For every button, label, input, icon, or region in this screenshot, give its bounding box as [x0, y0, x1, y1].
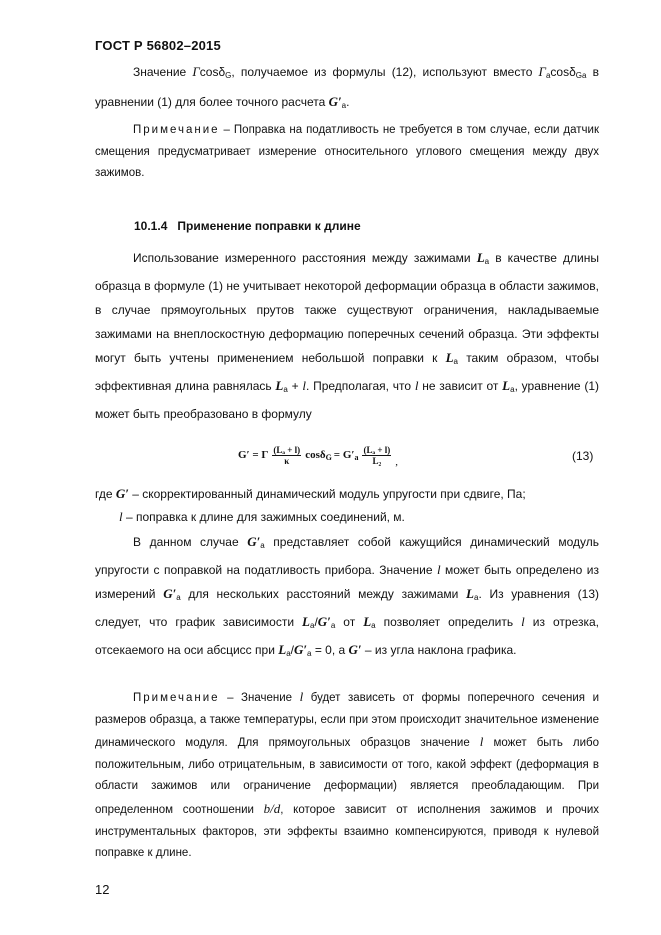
- fraction-2: $\frac{\text{(Lₐ + l)}}{\text{L₂}}$: [363, 444, 391, 466]
- definition-corrected-modulus: где G′ – скорректированный динамический модуль упругости при сдвиге, Па;: [95, 486, 526, 501]
- section-heading: [134, 219, 361, 233]
- section-title: Применение поправки к длине: [177, 219, 361, 233]
- note-label: Примечание: [133, 692, 220, 704]
- note-label: Примечание: [133, 124, 220, 136]
- section-number: 10.1.4: [134, 219, 168, 233]
- fraction-1: $\frac{\text{(Lₐ + l)}}{\kappa}$: [273, 444, 301, 466]
- equation-number: (13): [572, 449, 594, 463]
- paragraph-gamma-correction: Значение Γcosδ$_G$, получаемое из формулы (12), используют вместо $\Gamma_a\cos\delta_{Ga}$ в уравнении (1) для более точного расчета $G'_a$.: [95, 64, 599, 110]
- note-length-correction-sign: Примечание – Значение l будет зависеть от формы поперечного сечения и размеров образца, а также температуры, если при этом происходит значительное изменение динамического модуля. Для прямоугольных образцов значение l может быть либо положительным, либо отрицательным, в зависимости от того, какой эффект (деформация в области зажимов или ограничение деформации) является преобладающим. При определенном соотношении b/d, которое зависит от исполнения зажимов и прочих инструментальных факторов, эти эффекты взаимно компенсируются, приводя к нулевой поправке к длине.: [95, 689, 599, 860]
- formula-13: G′ = Γ $\frac{\text{(Lₐ + l)}}{\kappa}$ cosδ$_G$ = $G'_a$ $\frac{\text{(Lₐ + l)}}{\text{L₂}}$ ,: [238, 444, 398, 468]
- definition-length-correction: l – поправка к длине для зажимных соединений, м.: [119, 509, 405, 524]
- document-header: ГОСТ Р 56802–2015: [95, 38, 221, 53]
- page-number: 12: [95, 882, 110, 897]
- paragraph-apparent-modulus: В данном случае $G'_a$ представляет собой кажущийся динамический модуль упругости с поправкой на податливость прибора. Значение l может быть определено из измерений $G'_a$ для нескольких расстояний между зажимами $L_a$. Из уравнения (13) следует, что график зависимости $L_a/G'_a$ от $L_a$ позволяет определить l из отрезка, отсекаемого на оси абсцисс при $L_a/G'_a = 0$, а G′ – из угла наклона графика.: [95, 534, 599, 658]
- paragraph-length-correction: Использование измеренного расстояния между зажимами $L_a$ в качестве длины образца в формуле (1) не учитывает некоторой деформации образца в области зажимов, в случае прямоугольных прутов также существуют ограничения, накладываемые зажимами на внеплоскостную деформацию поперечных сечений образца. Эти эффекты могут быть учтены применением небольшой поправки к $L_a$ таким образом, чтобы эффективная длина равнялась $L_a + l$. Предполагая, что l не зависит от $L_a$, уравнение (1) может быть преобразовано в формулу: [95, 250, 600, 421]
- note-compliance: Примечание – Поправка на податливость не требуется в том случае, если датчик смещения предусматривает измерение относительного углового смещения между двух зажимов.: [95, 124, 599, 180]
